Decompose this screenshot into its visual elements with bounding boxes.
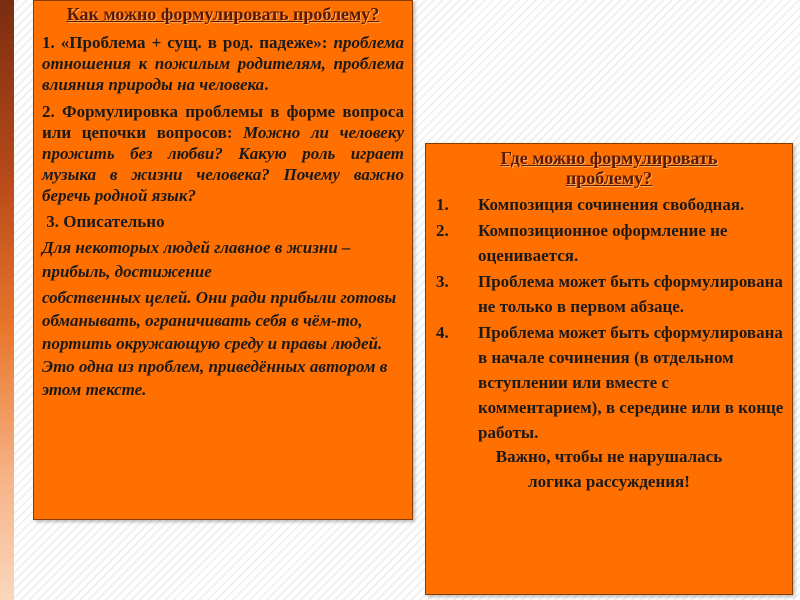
list-item [434,269,784,319]
list-item-number: 3. [436,272,449,291]
decorative-side-strip [0,0,14,600]
list-item-text: Проблема может быть сформулирована не только в первом абзаце. [478,272,783,316]
method-1-paragraph [42,32,404,95]
list-item-number: 2. [436,221,449,240]
method-3-example-line2: собственных целей. Они ради прибыли готовы обманывать, ограничивать себя в чём-то, портить окружающую среду и правы людей. Это одна из проблем, приведённых автором в этом тексте. [42,288,397,399]
list-item-text: Композиционное оформление не оценивается. [478,221,728,265]
method-2-example: Можно ли человеку прожить без любви? Какую роль играет музыка в жизни человека? Почему важно беречь родной язык? [42,123,404,205]
list-item-number: 4. [436,323,449,342]
method-2-paragraph [42,101,404,206]
method-1-end: . [264,75,269,94]
method-3-title: 3. Описательно [42,212,165,231]
list-item [434,320,784,445]
where-to-formulate-panel [425,143,793,595]
how-to-formulate-panel [33,0,413,520]
list-item [434,218,784,268]
logic-reminder: Важно, чтобы не нарушалась логика рассуждения! [495,447,723,491]
list-item-text: Композиция сочинения свободная. [478,195,745,214]
method-2-lead: 2. Формулировка проблемы в форме вопроса или цепочки вопросов: [42,102,404,142]
left-panel-title: Как можно формулировать проблему? [66,4,380,24]
where-list [434,192,784,445]
method-1-lead: 1. «Проблема + сущ. в род. падеже»: [42,33,328,52]
list-item [434,192,784,217]
method-3-example-line1: Для некоторых людей главное в жизни – прибыль, достижение [42,238,351,281]
method-1-example: проблема отношения к пожилым родителям, проблема влияния природы на человека [42,33,405,94]
right-panel-title: Где можно формулировать проблему? [500,148,718,188]
list-item-number: 1. [436,195,449,214]
list-item-text: Проблема может быть сформулирована в начале сочинения (в отдельном вступлении или вместе с комментарием), в середине или в конце работы. [478,323,784,442]
